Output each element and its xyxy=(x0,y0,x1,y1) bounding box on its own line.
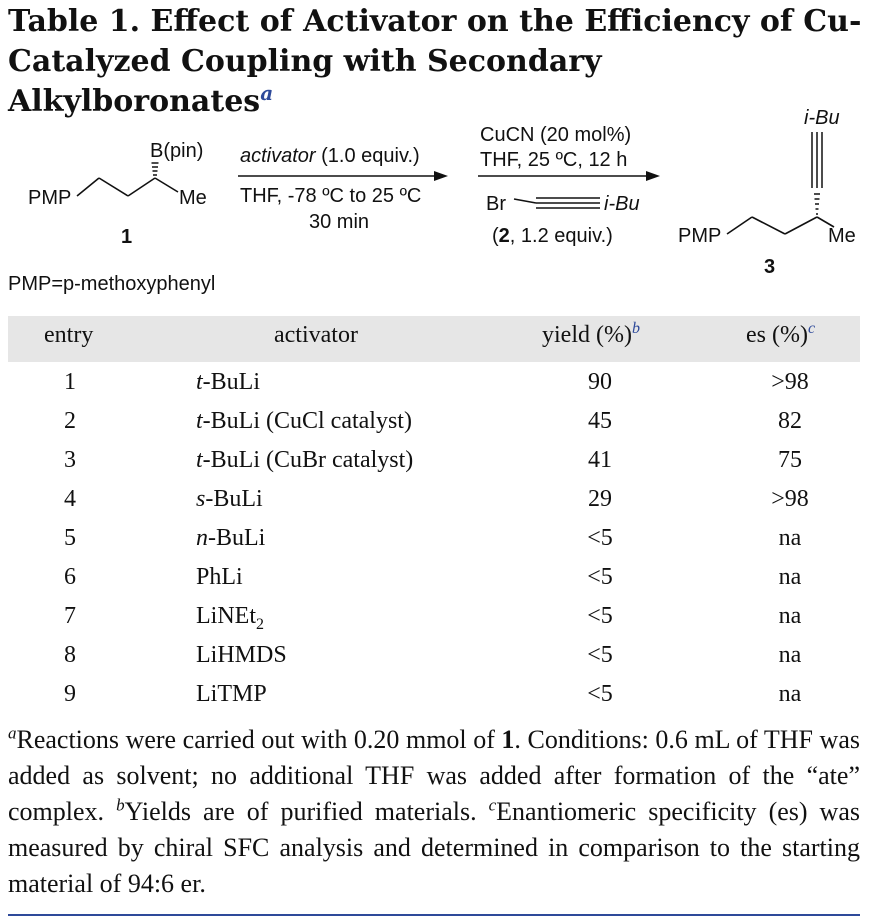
cell-activator xyxy=(196,642,287,669)
header-activator: activator xyxy=(274,322,358,348)
sm-bpin-label: B(pin) xyxy=(150,140,204,162)
product-ibu-label: i-Bu xyxy=(804,107,840,129)
cell-yield: <5 xyxy=(587,564,613,590)
sm-pmp-label: PMP xyxy=(28,187,72,209)
activator-name: -BuLi (CuBr catalyst) xyxy=(202,447,414,473)
reaction-arrow-1 xyxy=(238,145,448,233)
cell-entry: 3 xyxy=(64,447,76,473)
cell-es: >98 xyxy=(771,369,809,395)
cell-yield: <5 xyxy=(587,642,613,668)
footnote-c-mark: c xyxy=(488,795,497,815)
reagent-compound-number: 2 xyxy=(498,225,510,247)
cell-yield: <5 xyxy=(587,681,613,707)
footnote-b-mark: b xyxy=(116,795,125,815)
cell-es: 75 xyxy=(778,447,802,473)
table-row xyxy=(0,521,870,559)
cell-yield: <5 xyxy=(587,603,613,629)
product-compound-number: 3 xyxy=(764,256,776,278)
bottom-rule xyxy=(8,914,860,916)
pmp-definition: PMP=p-methoxyphenyl xyxy=(8,273,216,295)
cell-activator xyxy=(196,369,260,396)
cell-yield: 90 xyxy=(588,369,612,395)
arrow1-conditions-bottom-2: 30 min xyxy=(309,211,370,233)
table-row xyxy=(0,638,870,676)
arrow2-catalyst: CuCN (20 mol%) xyxy=(480,124,632,146)
cell-activator xyxy=(196,525,265,552)
title-line-2-text: Catalyzed Coupling with Secondary Alkylboronates xyxy=(8,44,602,119)
header-entry: entry xyxy=(44,322,94,348)
activator-name: -BuLi (CuCl catalyst) xyxy=(202,408,412,434)
sm-compound-number: 1 xyxy=(121,226,133,248)
header-es-footnote: c xyxy=(807,320,816,337)
reagent-caption-open: ( xyxy=(492,225,499,247)
cell-entry: 5 xyxy=(64,525,76,551)
table-row xyxy=(0,560,870,598)
table-row xyxy=(0,482,870,520)
product-pmp-label: PMP xyxy=(678,225,722,247)
cell-yield: 45 xyxy=(588,408,612,434)
cell-entry: 7 xyxy=(64,603,76,629)
starting-material-structure xyxy=(28,140,207,248)
arrow1-activator-equiv: (1.0 equiv.) xyxy=(315,145,420,167)
activator-name: -BuLi xyxy=(205,486,263,512)
header-yield-footnote: b xyxy=(631,320,640,337)
reaction-scheme xyxy=(0,96,870,310)
activator-name: -BuLi xyxy=(208,525,266,551)
cell-entry: 9 xyxy=(64,681,76,707)
footnote-a-mark: a xyxy=(8,723,17,743)
cell-es: na xyxy=(778,525,802,551)
cell-es: na xyxy=(778,681,802,707)
activator-subscript: 2 xyxy=(256,615,264,633)
reagent-caption xyxy=(492,225,613,247)
arrow1-conditions-bottom-1: THF, -78 ºC to 25 ºC xyxy=(240,185,422,207)
footnote-b-text: Yields are of purified materials. xyxy=(124,797,489,826)
header-yield xyxy=(542,322,640,349)
cell-es: na xyxy=(778,603,802,629)
table-row xyxy=(0,677,870,715)
arrow2-conditions: THF, 25 ºC, 12 h xyxy=(480,149,628,171)
footnote-a-text-2: . Conditions: 0.6 mL of THF was added as solvent; no additional THF was added after formation of the “ate” complex. xyxy=(8,725,860,826)
activator-prefix: t xyxy=(196,447,203,473)
sm-hashed-bond xyxy=(152,163,159,175)
reagent-ibu-label: i-Bu xyxy=(604,193,640,215)
title-line-1: Table 1. Effect of Activator on the Efficiency of Cu- xyxy=(8,4,862,39)
reagent-br-label: Br xyxy=(486,193,506,215)
product-triple-bond xyxy=(812,132,822,188)
activator-name: LiNEt xyxy=(196,603,256,629)
activator-name: LiTMP xyxy=(196,681,267,707)
arrow1-conditions-top xyxy=(240,145,420,167)
title-footnote-mark: a xyxy=(260,81,274,105)
header-es-label: es (%) xyxy=(746,322,808,348)
cell-entry: 4 xyxy=(64,486,76,512)
product-me-label: Me xyxy=(828,225,856,247)
cell-entry: 8 xyxy=(64,642,76,668)
header-yield-label: yield (%) xyxy=(542,322,632,348)
cell-yield: 41 xyxy=(588,447,612,473)
sm-me-label: Me xyxy=(179,187,207,209)
activator-name: -BuLi xyxy=(202,369,260,395)
activator-prefix: t xyxy=(196,369,203,395)
footnote-a-text-1: Reactions were carried out with 0.20 mmol of xyxy=(16,725,502,754)
cell-activator xyxy=(196,564,243,591)
cell-yield: 29 xyxy=(588,486,612,512)
activator-name: PhLi xyxy=(196,564,243,590)
cell-es: na xyxy=(778,564,802,590)
cell-es: >98 xyxy=(771,486,809,512)
table-row xyxy=(0,443,870,481)
cell-activator xyxy=(196,486,263,513)
reagent-equiv: , 1.2 equiv.) xyxy=(509,225,613,247)
reagent-triple-bond xyxy=(536,198,600,208)
cell-activator xyxy=(196,681,267,708)
activator-name: LiHMDS xyxy=(196,642,287,668)
activator-prefix: n xyxy=(196,525,208,551)
cell-entry: 6 xyxy=(64,564,76,590)
footnote-a-compound: 1 xyxy=(501,725,515,754)
arrow1-activator: activator xyxy=(240,145,316,167)
cell-es: 82 xyxy=(778,408,802,434)
table-row xyxy=(0,365,870,403)
cell-es: na xyxy=(778,642,802,668)
table-row xyxy=(0,404,870,442)
header-es xyxy=(746,322,815,349)
table-row xyxy=(0,599,870,637)
cell-yield: <5 xyxy=(587,525,613,551)
product-hashed-bond xyxy=(814,194,820,214)
cell-activator xyxy=(196,408,412,435)
cell-activator xyxy=(196,447,413,474)
table-footnotes xyxy=(8,722,860,902)
activator-prefix: s xyxy=(196,486,206,512)
activator-prefix: t xyxy=(196,408,203,434)
table-header-background xyxy=(8,316,860,362)
product-structure xyxy=(678,107,856,278)
cell-activator xyxy=(196,603,264,634)
cell-entry: 1 xyxy=(64,369,76,395)
reaction-arrow-2 xyxy=(478,124,660,247)
footnote-c-text: Enantiomeric specificity (es) was measured by chiral SFC analysis and determined in comparison to the starting material of 94:6 er. xyxy=(8,797,860,898)
cell-entry: 2 xyxy=(64,408,76,434)
